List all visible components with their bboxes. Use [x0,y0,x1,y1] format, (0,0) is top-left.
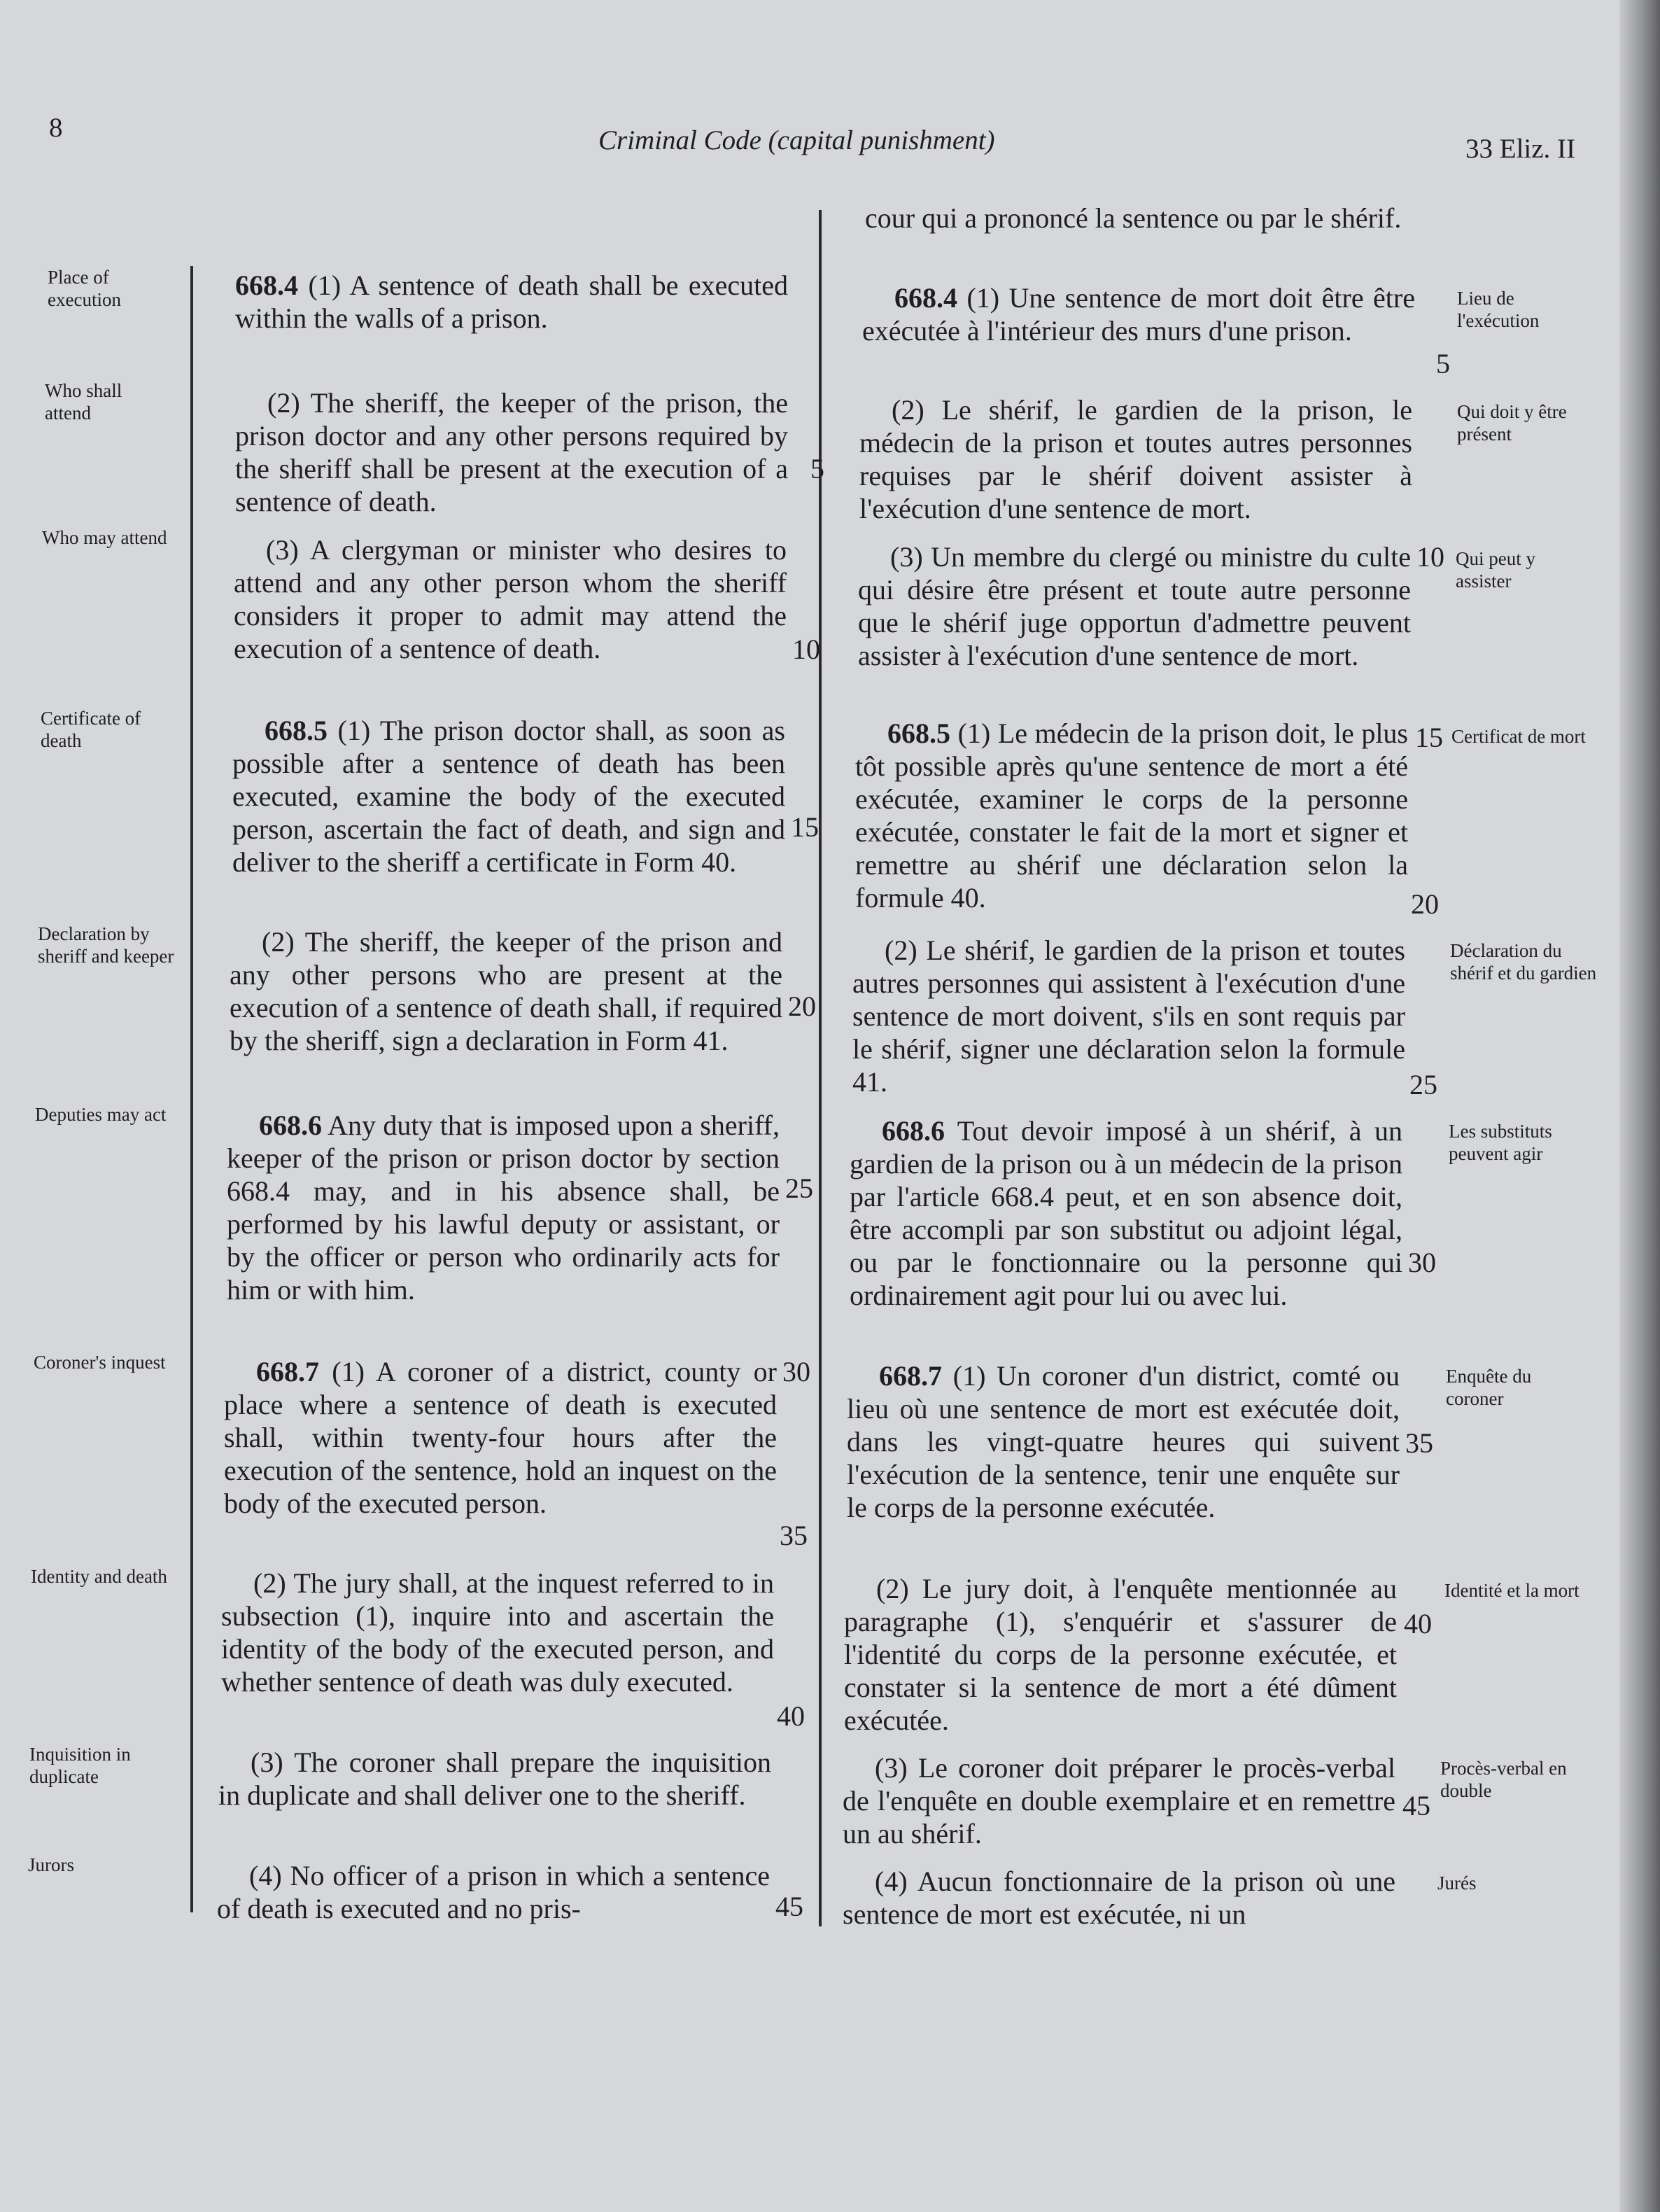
english-paragraph: (2) The sheriff, the keeper of the prison and any other persons who are present at the execution of a sentence of death shall, if required by the sheriff, sign a declaration in Form 41. [230,926,782,1056]
margin-note-fr: Certificat de mort [1451,726,1586,747]
margin-note-fr: Jurés [1437,1872,1477,1893]
line-number-en: 25 [785,1172,813,1204]
english-paragraph: (3) A clergyman or minister who desires to attend and any other person whom the sheriff considers it proper to admit may attend the execution of a sentence of death. [234,534,787,664]
margin-note-fr: Enquête du coroner [1446,1366,1532,1409]
margin-note-fr: Qui doit y être présent [1457,401,1567,444]
english-paragraph: 668.7 (1) A coroner of a district, county or place where a sentence of death is executed shall, within twenty-four hours after the execution of the sentence, hold an inquest on the body of the executed person. [224,1356,777,1519]
margin-note-fr: Procès-verbal en double [1440,1758,1567,1801]
english-paragraph: 668.4 (1) A sentence of death shall be executed within the walls of a prison. [235,270,788,334]
margin-note-fr: Déclaration du shérif et du gardien [1450,940,1597,983]
french-paragraph: (2) Le jury doit, à l'enquête mentionnée au paragraphe (1), s'enquérir et s'assurer de l'identité du corps de la personne exécutée, et constater si la sentence de mort a été dûment exécutée. [844,1573,1397,1736]
margin-note-fr: Identité et la mort [1444,1580,1580,1601]
left-column-rule [190,266,193,1912]
line-number-fr: 10 [1416,541,1444,573]
english-paragraph: 668.6 Any duty that is imposed upon a sheriff, keeper of the prison or prison doctor by section 668.4 may, and in his absence shall, be performed by his lawful deputy or assistant, or by the officer or person who ordinarily acts for him or with him. [227,1110,780,1306]
french-paragraph: 668.6 Tout devoir imposé à un shérif, à un gardien de la prison ou à un médecin de la prison par l'article 668.4 peut, et en son absence doit, être accompli par son substitut ou adjoint légal, ou par le fonctionnaire ou la personne qui ordinairement agit pour lui ou avec lui. [850,1115,1402,1311]
line-number-en: 5 [810,453,824,484]
french-paragraph: cour qui a prononcé la sentence ou par le shérif. [865,202,1402,234]
margin-note-en: Place of execution [48,267,121,310]
french-paragraph: (2) Le shérif, le gardien de la prison et toutes autres personnes qui assistent à l'exécution d'une sentence de mort doivent, s'ils en sont requis par le shérif, signer une déclaration selon la formule 41. [852,934,1405,1098]
line-number-en: 45 [775,1891,803,1922]
french-paragraph: (4) Aucun fonctionnaire de la prison où une sentence de mort est exécutée, ni un [843,1865,1395,1930]
margin-note-en: Identity and death [31,1566,167,1587]
line-number-fr: 15 [1415,722,1443,753]
line-number-fr: 30 [1408,1247,1436,1278]
english-paragraph: (2) The jury shall, at the inquest referred to in subsection (1), inquire into and ascertain the identity of the body of the executed person, and whether sentence of death was duly executed. [221,1567,774,1698]
line-number-en: 20 [788,990,816,1022]
margin-note-en: Deputies may act [35,1104,167,1125]
french-paragraph: 668.5 (1) Le médecin de la prison doit, le plus tôt possible après qu'une sentence de mort a été exécutée, examiner le corps de la personne exécutée, constater le fait de la mort et signer et remettre au shérif une déclaration selon la formule 40. [855,718,1408,913]
english-paragraph: 668.5 (1) The prison doctor shall, as soon as possible after a sentence of death has been executed, examine the body of the executed person, ascertain the fact of death, and sign and deliver to the sheriff a certificate in Form 40. [232,715,785,878]
english-paragraph: (3) The coroner shall prepare the inquisition in duplicate and shall deliver one to the sheriff. [218,1746,771,1811]
line-number-fr: 20 [1411,888,1439,920]
margin-note-en: Who may attend [42,527,167,548]
line-number-en: 35 [780,1520,808,1551]
margin-note-en: Jurors [28,1854,74,1875]
page-edge-shadow [1619,0,1660,2212]
english-paragraph: (2) The sheriff, the keeper of the prison, the prison doctor and any other persons required by the sheriff shall be present at the execution of a sentence of death. [235,387,788,517]
french-paragraph: 668.4 (1) Une sentence de mort doit être être exécutée à l'intérieur des murs d'une prison. [862,282,1415,346]
line-number-fr: 35 [1405,1427,1433,1459]
french-paragraph: 668.7 (1) Un coroner d'un district, comté ou lieu où une sentence de mort est exécutée doit, dans les vingt-quatre heures qui suivent l'exécution de la sentence, tenir une enquête sur le corps de la personne exécutée. [847,1360,1400,1523]
english-paragraph: (4) No officer of a prison in which a sentence of death is executed and no pris- [217,1860,770,1924]
margin-note-fr: Qui peut y assister [1456,548,1535,592]
line-number-fr: 40 [1404,1608,1432,1639]
line-number-fr: 25 [1409,1069,1437,1100]
line-number-en: 10 [792,634,820,665]
line-number-en: 40 [777,1700,805,1732]
regnal-year: 33 Eliz. II [1465,134,1576,164]
french-paragraph: (3) Le coroner doit préparer le procès-verbal de l'enquête en double exemplaire et en remettre un au shérif. [843,1752,1395,1849]
margin-note-fr: Lieu de l'exécution [1457,288,1540,331]
margin-note-en: Inquisition in duplicate [29,1744,131,1787]
line-number-en: 30 [782,1356,810,1387]
page-number: 8 [49,113,63,143]
running-title: Criminal Code (capital punishment) [598,125,995,155]
margin-note-en: Declaration by sheriff and keeper [38,923,174,967]
margin-note-en: Coroner's inquest [34,1352,166,1373]
french-paragraph: (3) Un membre du clergé ou ministre du culte qui désire être présent et toute autre personne que le shérif juge opportun d'admettre peuvent assister à l'exécution d'une sentence de mort. [858,541,1411,671]
margin-note-en: Certificate of death [41,708,141,751]
margin-note-en: Who shall attend [45,380,122,424]
margin-note-fr: Les substituts peuvent agir [1449,1121,1552,1164]
french-paragraph: (2) Le shérif, le gardien de la prison, le médecin de la prison et toutes autres personnes requises par le shérif doivent assister à l'exécution d'une sentence de mort. [859,394,1412,524]
line-number-fr: 5 [1436,348,1450,379]
line-number-en: 15 [791,811,819,843]
line-number-fr: 45 [1402,1790,1430,1821]
